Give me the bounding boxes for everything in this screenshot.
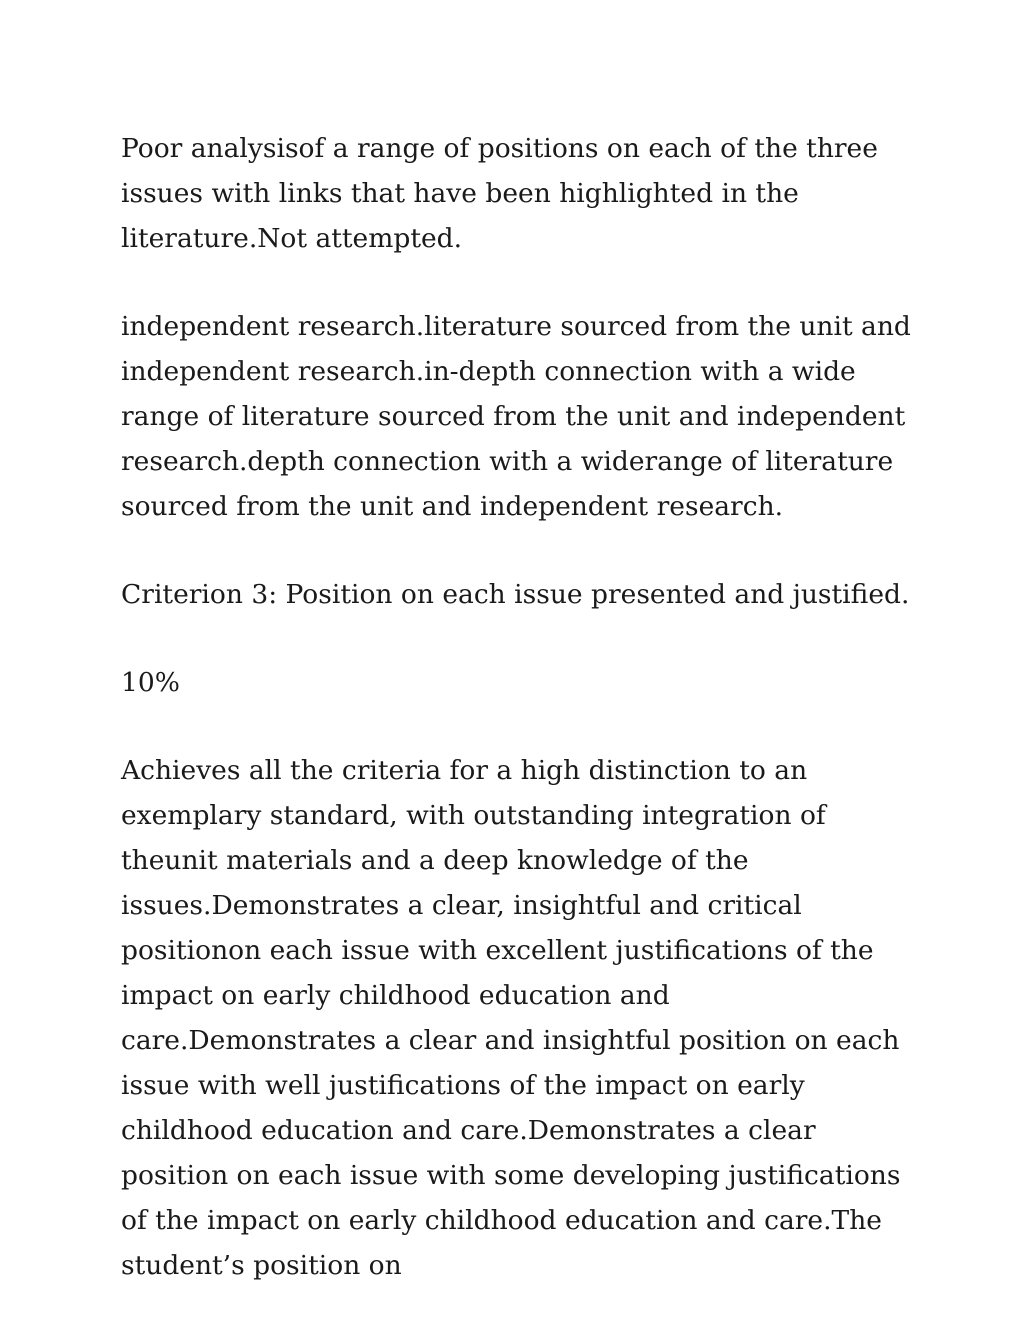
criterion-heading: Criterion 3: Position on each issue presented and justified. [121,579,910,610]
paragraph-independent-research: independent research.literature sourced from the unit and independent research.in-depth connection with a wide range of literature sourced from the unit and independent research.depth connection with a widerange of literature sourced from the unit and independent research. [121,311,911,522]
document-page [121,126,911,1288]
paragraph-poor-analysis: Poor analysisof a range of positions on each of the three issues with links that have been highlighted in the literature.Not attempted. [121,133,878,254]
paragraph-achievement-criteria: Achieves all the criteria for a high distinction to an exemplary standard, with outstanding integration of theunit materials and a deep knowledge of the issues.Demonstrates a clear, insightful and critical positionon each issue with excellent justifications of the impact on early childhood education and care.Demonstrates a clear and insightful position on each issue with well justifications of the impact on early childhood education and care.Demonstrates a clear position on each issue with some developing justifications of the impact on early childhood education and care.The student’s position on [121,755,901,1281]
criterion-weight: 10% [121,667,180,698]
